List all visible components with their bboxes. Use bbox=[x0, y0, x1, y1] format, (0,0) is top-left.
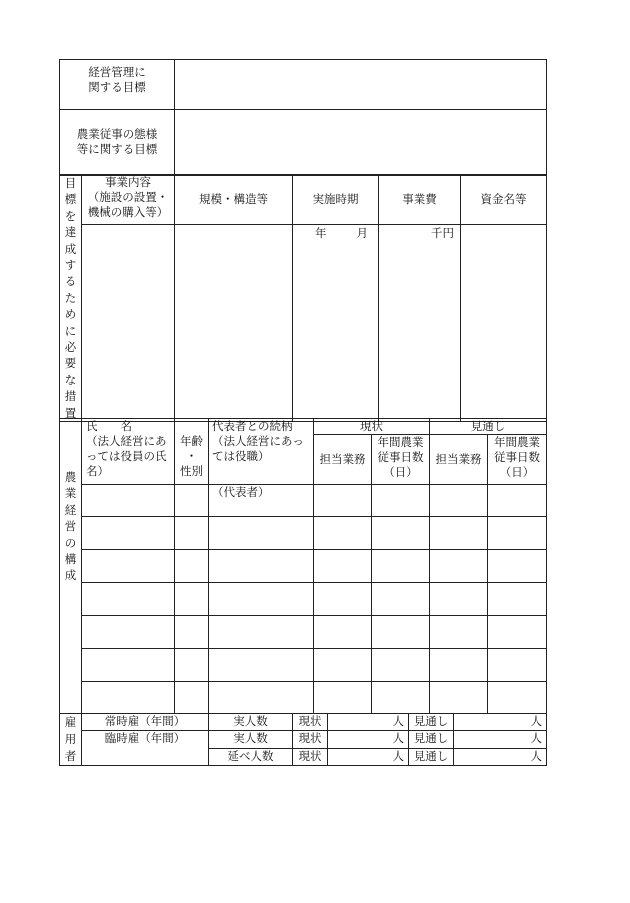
regular-outlook-label: 見通し bbox=[409, 714, 454, 731]
month-unit: 月 bbox=[356, 225, 368, 240]
composition-table bbox=[59, 418, 547, 714]
management-goal-label: 経営管理に 関する目標 bbox=[60, 60, 175, 110]
content-field[interactable] bbox=[82, 224, 175, 421]
employees-table bbox=[59, 713, 547, 766]
header-timing: 実施時期 bbox=[293, 175, 379, 225]
total-outlook-label: 見通し bbox=[409, 749, 454, 766]
timing-field[interactable] bbox=[293, 224, 379, 421]
header-outlook-days: 年間農業 従事日数 （日） bbox=[488, 435, 547, 485]
table-row bbox=[60, 649, 547, 682]
table-row bbox=[60, 550, 547, 583]
regular-current-label: 現状 bbox=[293, 714, 328, 731]
header-age-sex: 年齢 ・ 性別 bbox=[175, 419, 209, 485]
temporary-current-field[interactable]: 人 bbox=[328, 731, 409, 749]
header-cost: 事業費 bbox=[379, 175, 461, 225]
employees-side-label: 雇用者 bbox=[60, 714, 82, 766]
header-relation: 代表者との続柄 （法人経営にあっては役職） bbox=[209, 419, 314, 485]
table-row bbox=[60, 616, 547, 649]
regular-label: 常時雇（年間） bbox=[82, 714, 209, 731]
temporary-total-label: 延べ人数 bbox=[209, 749, 293, 766]
header-current-days: 年間農業 従事日数 （日） bbox=[372, 435, 430, 485]
employment-goal-label: 農業従事の態様 等に関する目標 bbox=[60, 110, 175, 176]
table-row bbox=[60, 682, 547, 714]
header-scale: 規模・構造等 bbox=[175, 175, 293, 225]
table-row bbox=[60, 517, 547, 550]
header-current: 現状 bbox=[314, 419, 430, 435]
table-row bbox=[60, 583, 547, 616]
regular-actual-label: 実人数 bbox=[209, 714, 293, 731]
temporary-outlook-field[interactable]: 人 bbox=[454, 731, 547, 749]
header-outlook: 見通し bbox=[430, 419, 547, 435]
measures-table bbox=[59, 174, 547, 422]
year-unit: 年 bbox=[315, 225, 327, 240]
header-funding: 資金名等 bbox=[461, 175, 547, 225]
header-current-duty: 担当業務 bbox=[314, 435, 372, 485]
scale-field[interactable] bbox=[175, 224, 293, 421]
header-name: 氏 名 （法人経営にあっては役員の氏名） bbox=[82, 419, 175, 485]
regular-current-field[interactable]: 人 bbox=[328, 714, 409, 731]
goals-table bbox=[59, 59, 547, 176]
temporary-actual-label: 実人数 bbox=[209, 731, 293, 749]
representative-label: （代表者） bbox=[212, 485, 270, 499]
header-outlook-duty: 担当業務 bbox=[430, 435, 488, 485]
cost-unit: 千円 bbox=[431, 225, 454, 240]
composition-side-label: 農業経営の構成 bbox=[60, 419, 82, 714]
temporary-label: 臨時雇（年間） bbox=[82, 731, 209, 766]
measures-side-label: 目標を達成するために必要な措置 bbox=[60, 175, 82, 422]
header-content: 事業内容 （施設の設置・ 機械の購入等） bbox=[82, 175, 175, 225]
funding-field[interactable] bbox=[461, 224, 547, 421]
regular-outlook-field[interactable]: 人 bbox=[454, 714, 547, 731]
total-outlook-field[interactable]: 人 bbox=[454, 749, 547, 766]
table-row bbox=[60, 485, 547, 517]
temporary-current-label: 現状 bbox=[293, 731, 328, 749]
total-current-label: 現状 bbox=[293, 749, 328, 766]
cost-field[interactable] bbox=[379, 224, 461, 421]
employment-goal-field[interactable] bbox=[175, 110, 547, 176]
management-goal-field[interactable] bbox=[175, 60, 547, 110]
temporary-outlook-label: 見通し bbox=[409, 731, 454, 749]
total-current-field[interactable]: 人 bbox=[328, 749, 409, 766]
